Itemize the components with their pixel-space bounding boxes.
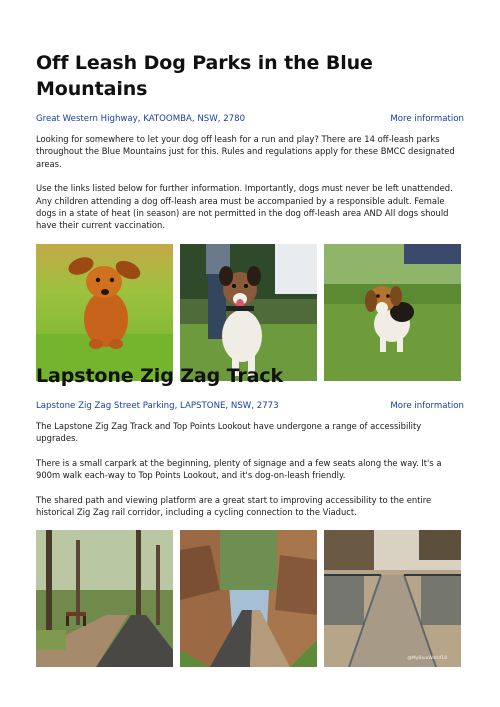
- address-link[interactable]: Lapstone Zig Zag Street Parking, LAPSTONE, NSW, 2773: [36, 401, 279, 411]
- more-information-link[interactable]: More information: [390, 401, 464, 411]
- listing-lapstone-zig-zag-track: [36, 363, 464, 667]
- listing-description: [36, 420, 464, 518]
- listing-meta: [36, 113, 464, 125]
- photo-viewing-platform[interactable]: [324, 530, 461, 667]
- photo-watermark: @MyBlueWorld18: [407, 656, 447, 662]
- listing-title: Off Leash Dog Parks in the Blue Mountains: [36, 52, 373, 100]
- listing-title: Lapstone Zig Zag Track: [36, 365, 284, 387]
- photo-gallery: [36, 244, 461, 381]
- more-information-link[interactable]: More information: [390, 114, 464, 124]
- photo-dachshund-running[interactable]: [36, 244, 173, 381]
- description-paragraph: The shared path and viewing platform are a great start to improving accessibility to the entire historical Zig Zag rail corridor, including a cycling connection to the Viaduct.: [36, 494, 432, 518]
- listing-description: [36, 133, 464, 232]
- listing-meta: [36, 400, 464, 412]
- photo-rock-cutting-path[interactable]: [180, 530, 317, 667]
- listing-off-leash-dog-parks: [36, 50, 464, 381]
- address-link[interactable]: Great Western Highway, KATOOMBA, NSW, 2780: [36, 114, 246, 124]
- description-paragraph: The Lapstone Zig Zag Track and Top Points Lookout have undergone a range of accessibility upgrades.: [36, 421, 422, 444]
- photo-beagle-puppy[interactable]: [324, 244, 461, 381]
- description-paragraph: There is a small carpark at the beginning, plenty of signage and a few seats along the way. It's a 900m walk each-way to Top Points Lookout, and it's dog-on-leash friendly.: [36, 457, 442, 481]
- description-paragraph: Use the links listed below for further information. Importantly, dogs must never be left unattended. Any children attending a dog off-leash area must be accompanied by a responsible adult. Female dogs in a state of heat (in season) are not permitted in the dog off-leash area AND All dogs should have their current vaccination.: [36, 183, 453, 231]
- photo-track-with-bench[interactable]: [36, 530, 173, 667]
- photo-gallery: [36, 530, 461, 667]
- description-paragraph: Looking for somewhere to let your dog off leash for a run and play? There are 14 off-leash parks throughout the Blue Mountains just for this. Rules and regulations apply for these BMCC designated areas.: [36, 134, 455, 169]
- photo-dog-with-owner[interactable]: [180, 244, 317, 381]
